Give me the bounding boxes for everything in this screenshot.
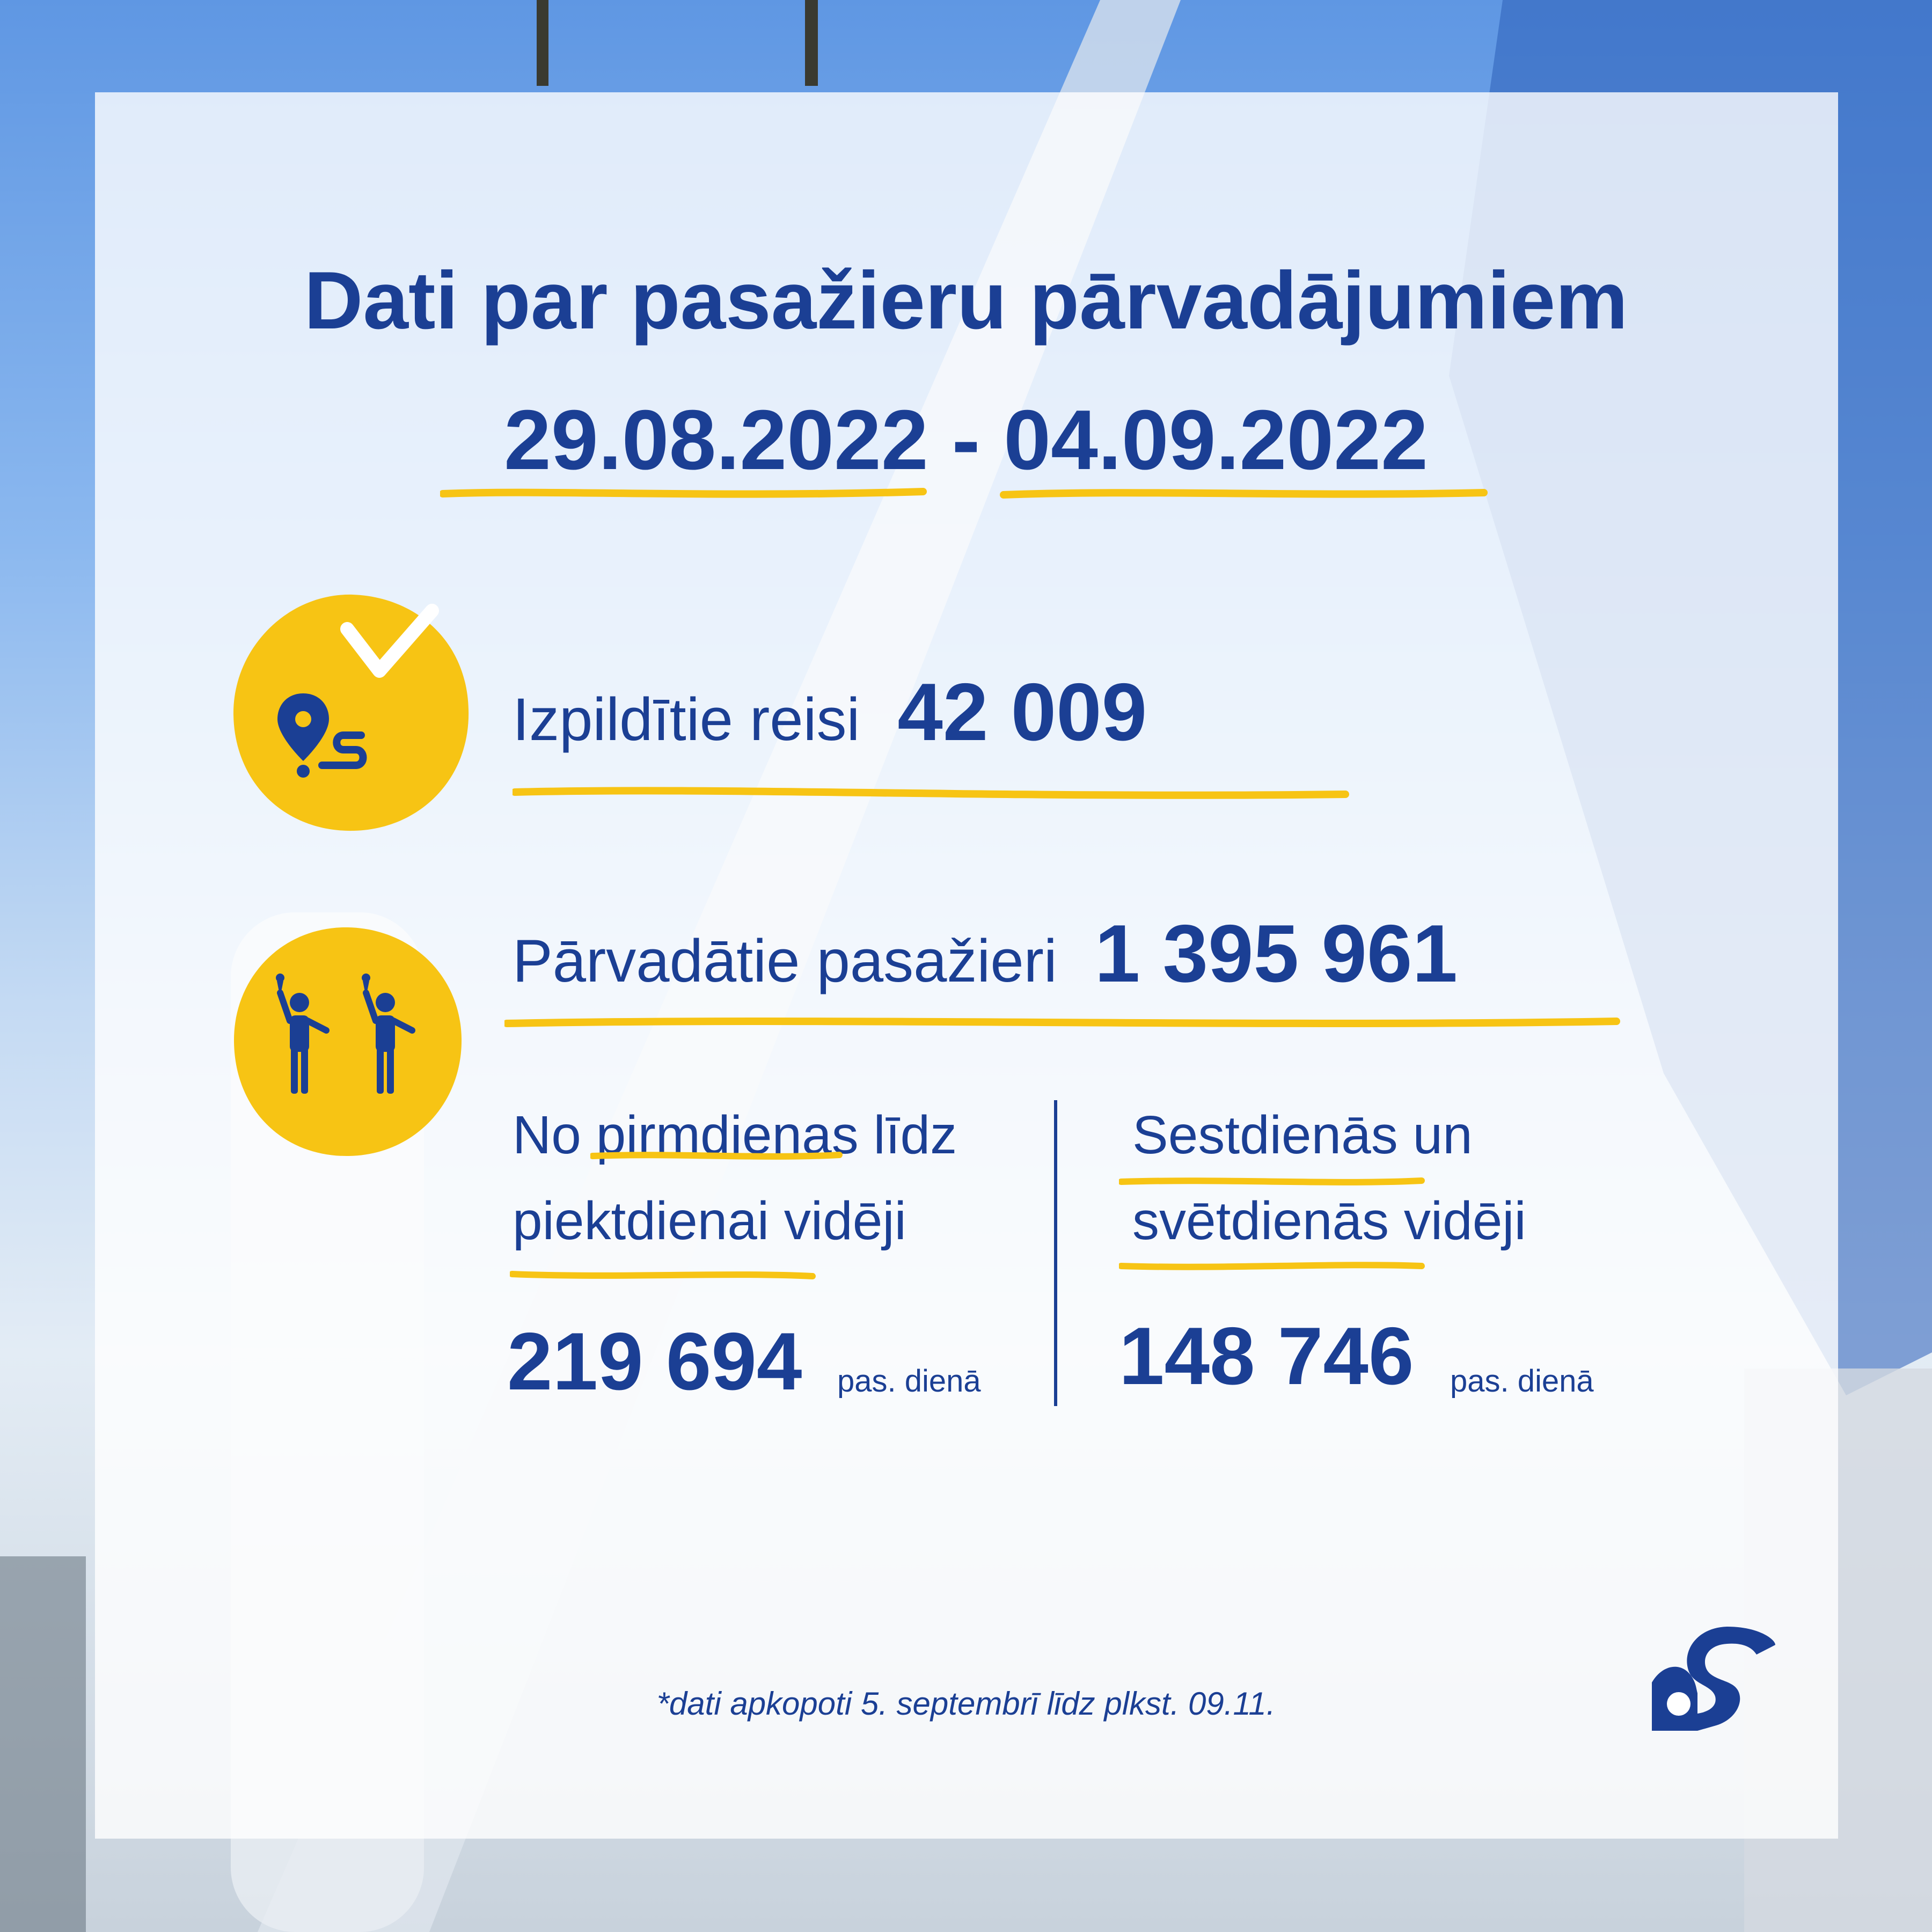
trips-badge (228, 590, 480, 843)
weekdays-unit: pas. dienā (837, 1364, 981, 1399)
passengers-value: 1 395 961 (1094, 908, 1458, 999)
weekdays-value: 219 694 (507, 1316, 802, 1407)
weekdays-underline-2 (510, 1268, 816, 1284)
date-underline (440, 482, 1492, 509)
weekdays-line1: No pirmdienas līdz (513, 1105, 957, 1165)
weekends-value: 148 746 (1119, 1311, 1414, 1402)
weekends-underline-1 (1119, 1174, 1425, 1190)
trips-label: Izpildītie reisi (513, 686, 860, 753)
weekdays-underline-1 (590, 1148, 843, 1165)
passengers-underline (504, 1012, 1621, 1033)
trips-value: 42 009 (897, 667, 1147, 758)
footnote: *dati apkopoti 5. septembrī līdz plkst. 09.11. (656, 1686, 1276, 1722)
weekends-underline-2 (1119, 1258, 1425, 1275)
trips-underline (513, 782, 1350, 804)
company-logo (1646, 1623, 1781, 1736)
weekends-unit: pas. dienā (1450, 1364, 1594, 1399)
passengers-stat (513, 907, 1458, 1001)
page-title: Dati par pasažieru pārvadājumiem (304, 255, 1628, 346)
weekends-line2: svētdienās vidēji (1132, 1191, 1526, 1251)
passengers-badge (230, 923, 469, 1162)
weekdays-line2: piektdienai vidēji (513, 1191, 906, 1251)
trips-stat (513, 665, 1147, 759)
column-divider (1054, 1100, 1057, 1406)
date-range: 29.08.2022 - 04.09.2022 (504, 393, 1428, 487)
weekends-line1: Sestdienās un (1132, 1105, 1473, 1165)
passengers-label: Pārvadātie pasažieri (513, 927, 1057, 994)
